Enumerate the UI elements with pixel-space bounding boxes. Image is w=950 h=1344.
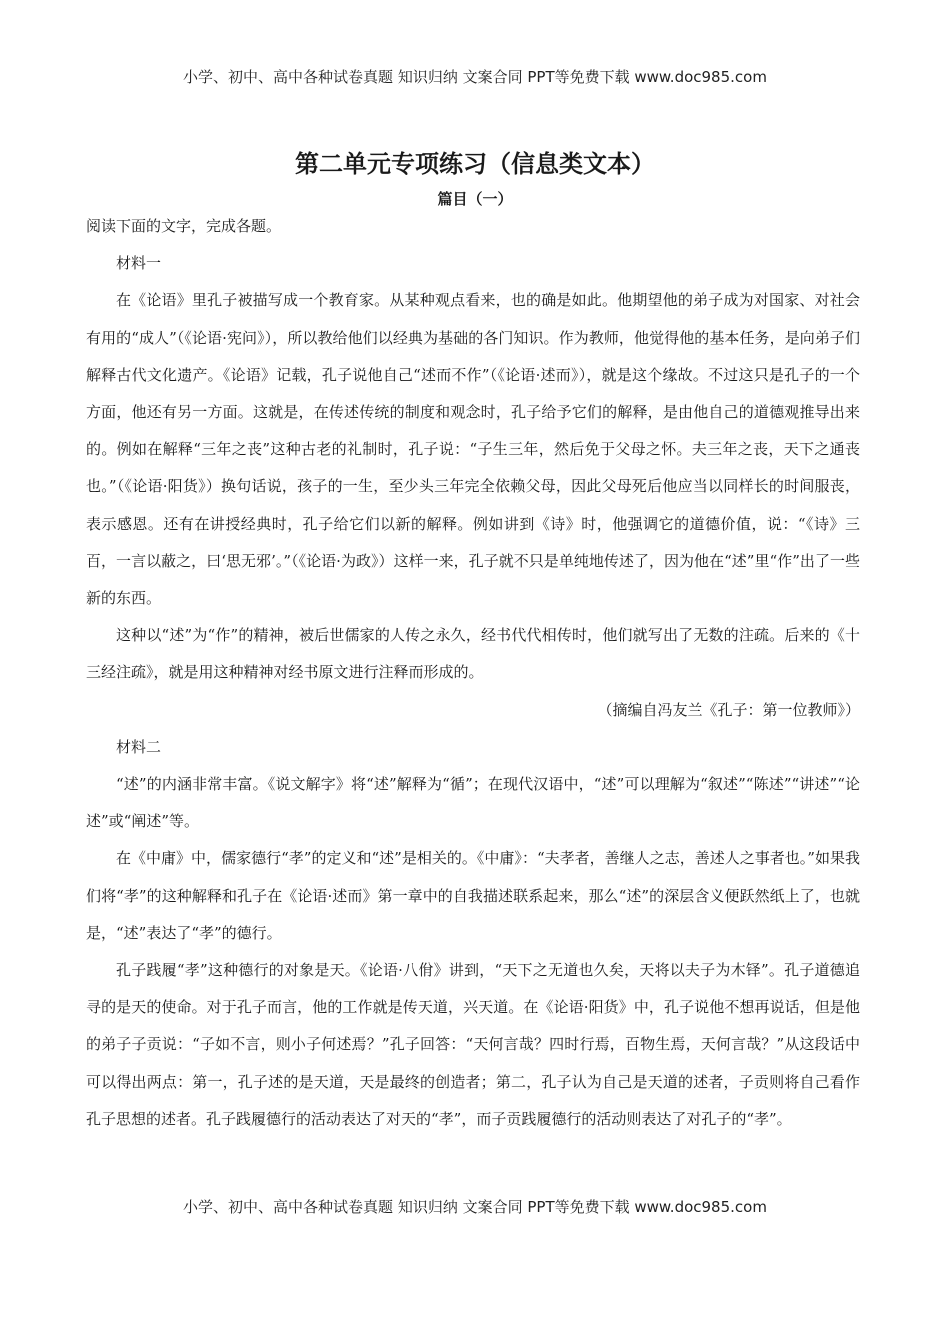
document-title: 第二单元专项练习（信息类文本） <box>295 150 655 178</box>
document-body <box>86 208 860 1138</box>
material2-label: 材料二 <box>116 737 162 756</box>
material2-paragraph-1: “述”的内涵非常丰富。《说文解字》将“述”解释为“循”；在现代汉语中，“述”可以理解为“叙述”“陈述”“讲述”“论述”或“阐述”等。 <box>86 775 860 831</box>
section-subtitle: 篇目（一） <box>437 190 513 208</box>
instruction-text: 阅读下面的文字，完成各题。 <box>86 217 282 235</box>
material1-source: （摘编自冯友兰《孔子：第一位教师》） <box>597 700 860 719</box>
page-footer: 小学、初中、高中各种试卷真题 知识归纳 文案合同 PPT等免费下载 www.doc985.com <box>183 1198 767 1216</box>
page-header: 小学、初中、高中各种试卷真题 知识归纳 文案合同 PPT等免费下载 www.doc985.com <box>183 68 767 86</box>
material2-paragraph-3: 孔子践履“孝”这种德行的对象是天。《论语·八佾》讲到，“天下之无道也久矣，天将以夫子为木铎”。孔子道德追寻的是天的使命。对于孔子而言，他的工作就是传天道，兴天道。在《论语·阳货》中，孔子说他不想再说话，但是他的弟子子贡说：“子如不言，则小子何述焉？”孔子回答：“天何言哉？四时行焉，百物生焉，天何言哉？”从这段话中可以得出两点：第一，孔子述的是天道，天是最终的创造者；第二，孔子认为自己是天道的述者，子贡则将自己看作孔子思想的述者。孔子践履德行的活动表达了对天的“孝”，而子贡践履德行的活动则表达了对孔子的“孝”。 <box>86 961 860 1128</box>
material2-paragraph-2: 在《中庸》中，儒家德行“孝”的定义和“述”是相关的。《中庸》：“夫孝者，善继人之志，善述人之事者也。”如果我们将“孝”的这种解释和孔子在《论语·述而》第一章中的自我描述联系起来，那么“述”的深层含义便跃然纸上了，也就是，“述”表达了“孝”的德行。 <box>86 849 860 942</box>
material1-label: 材料一 <box>116 254 162 273</box>
material1-paragraph-2: 这种以“述”为“作”的精神，被后世儒家的人传之永久，经书代代相传时，他们就写出了无数的注疏。后来的《十三经注疏》，就是用这种精神对经书原文进行注释而形成的。 <box>86 626 860 682</box>
material1-paragraph-1: 在《论语》里孔子被描写成一个教育家。从某种观点看来，也的确是如此。他期望他的弟子成为对国家、对社会有用的“成人”（《论语·宪问》），所以教给他们以经典为基础的各门知识。作为教师，他觉得他的基本任务，是向弟子们解释古代文化遗产。《论语》记载，孔子说他自己“述而不作”（《论语·述而》），就是这个缘故。不过这只是孔子的一个方面，他还有另一方面。这就是，在传述传统的制度和观念时，孔子给予它们的解释，是由他自己的道德观推导出来的。例如在解释“三年之丧”这种古老的礼制时，孔子说：“子生三年，然后免于父母之怀。夫三年之丧，天下之通丧也。”（《论语·阳货》）换句话说，孩子的一生，至少头三年完全依赖父母，因此父母死后他应当以同样长的时间服丧，表示感恩。还有在讲授经典时，孔子给它们以新的解释。例如讲到《诗》时，他强调它的道德价值，说：“《诗》三百，一言以蔽之，曰‘思无邪’。”（《论语·为政》）这样一来，孔子就不只是单纯地传述了，因为他在“述”里“作”出了一些新的东西。 <box>86 291 860 608</box>
